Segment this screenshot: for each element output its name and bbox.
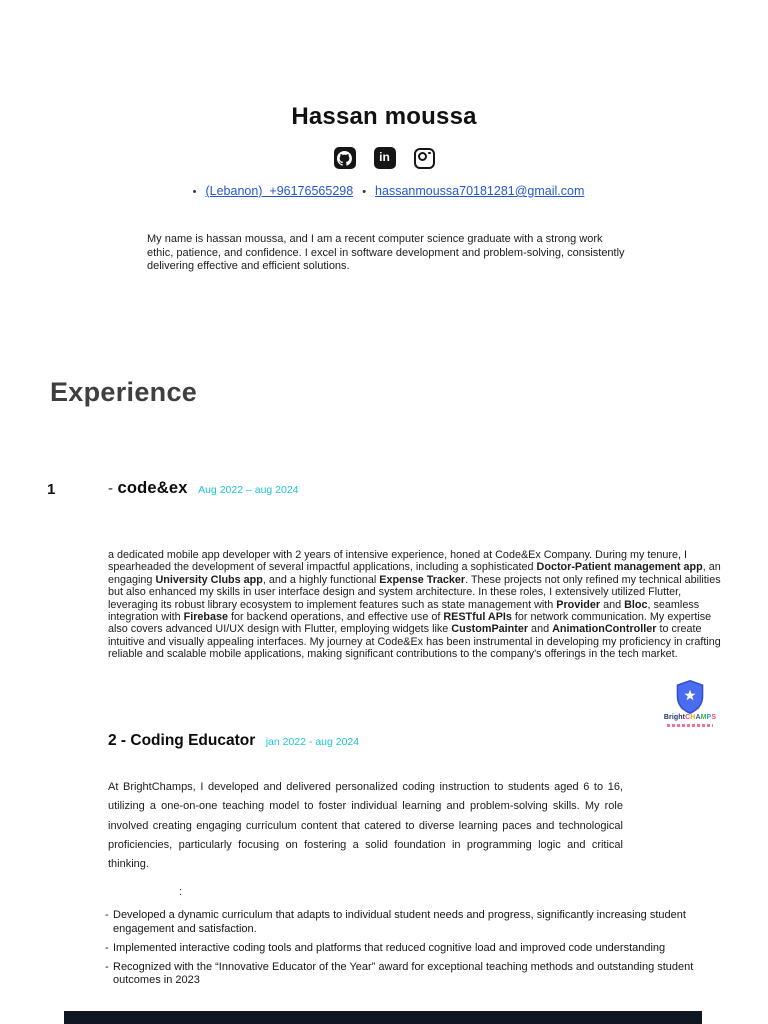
list-item-text: Recognized with the “Innovative Educator of the Year” award for exceptional teaching methods and outstanding student outcomes in 2023	[113, 960, 694, 987]
experience-item-1-title	[108, 479, 299, 498]
brightchamps-bright-text: Bright	[663, 714, 686, 721]
title-dash: -	[108, 480, 113, 497]
linkedin-in-glyph: in	[379, 150, 390, 164]
brightchamps-tagline	[667, 724, 713, 727]
experience-item-1-dates: Aug 2022 – aug 2024	[198, 484, 299, 496]
contact-line	[0, 184, 768, 198]
brightchamps-logo	[661, 680, 719, 727]
email-link[interactable]: hassanmoussa70181281@gmail.com	[375, 184, 585, 198]
experience-item-2-dates: jan 2022 - aug 2024	[265, 736, 360, 748]
list-item	[105, 961, 720, 988]
role-name: 2 - Coding Educator	[108, 732, 256, 749]
github-icon[interactable]	[334, 147, 356, 169]
experience-item-2-title	[108, 732, 359, 750]
linkedin-icon[interactable]	[374, 147, 396, 169]
contact-bullet-2: •	[362, 186, 367, 198]
instagram-lens	[418, 152, 427, 161]
experience-heading: Experience	[50, 377, 198, 407]
bullet-marker: -	[105, 941, 109, 954]
company-name: code&ex	[117, 479, 188, 497]
profile-summary: My name is hassan moussa, and I am a recent computer science graduate with a strong work ethic, patience, and confidence. I excel in software development and problem-solving, consistently delivering effective and efficient solutions.	[147, 233, 625, 273]
list-item-text: Implemented interactive coding tools and platforms that reduced cognitive load and improved code understanding	[113, 941, 666, 954]
instagram-icon[interactable]	[414, 148, 435, 169]
brightchamps-wordmark	[661, 714, 719, 722]
bullet-marker: -	[105, 960, 109, 973]
page-break-dark-bar	[64, 1011, 702, 1024]
page-title: Hassan moussa	[291, 103, 477, 130]
list-item	[105, 942, 720, 956]
bullet-marker: -	[105, 909, 109, 921]
contact-bullet: •	[192, 186, 197, 198]
experience-item-2-description: At BrightChamps, I developed and delivered personalized coding instruction to students aged 6 to 16, utilizing a one-on-one teaching model to foster individual learning and problem-solving skills. My role involved creating engaging curriculum content that catered to diverse learning paces and technological proficiencies, particularly focusing on fostering a solid foundation in programming logic and critical thinking.	[108, 781, 623, 871]
achievement-list	[105, 909, 720, 993]
achievements-colon: :	[179, 886, 183, 898]
phone-link[interactable]: (Lebanon) +96176565298	[205, 184, 354, 198]
list-item	[105, 909, 720, 936]
social-links-row	[0, 147, 768, 169]
brightchamps-champs-text: CHAMPS	[685, 714, 717, 721]
experience-item-1-description: a dedicated mobile app developer with 2 years of intensive experience, honed at Code&Ex Company. During my tenure, I spearheaded the development of several impactful applications, including a sophisticated Doctor-Patient management app, an engaging University Clubs app, and a highly functional Expense Tracker. These projects not only refined my technical abilities but also enhanced my skills in user interface design and system architecture. In these roles, I extensively utilized Flutter, leveraging its robust library ecosystem to implement features such as state management with Provider and Bloc, seamless integration with Firebase for backend operations, and effective use of RESTful APIs for network communication. My expertise also covers advanced UI/UX design with Flutter, employing widgets like CustomPainter and AnimationController to create intuitive and visually appealing interfaces. My journey at Code&Ex has been instrumental in developing my proficiency in crafting reliable and scalable mobile applications, making significant contributions to the company's offerings in the tech market.	[108, 549, 721, 661]
experience-item-1-number: 1	[47, 481, 56, 498]
instagram-flash-dot	[428, 152, 431, 155]
brightchamps-shield-icon	[675, 680, 705, 714]
list-item-text: Developed a dynamic curriculum that adapts to individual student needs and progress, significantly increasing student engagement and satisfaction.	[113, 909, 686, 935]
